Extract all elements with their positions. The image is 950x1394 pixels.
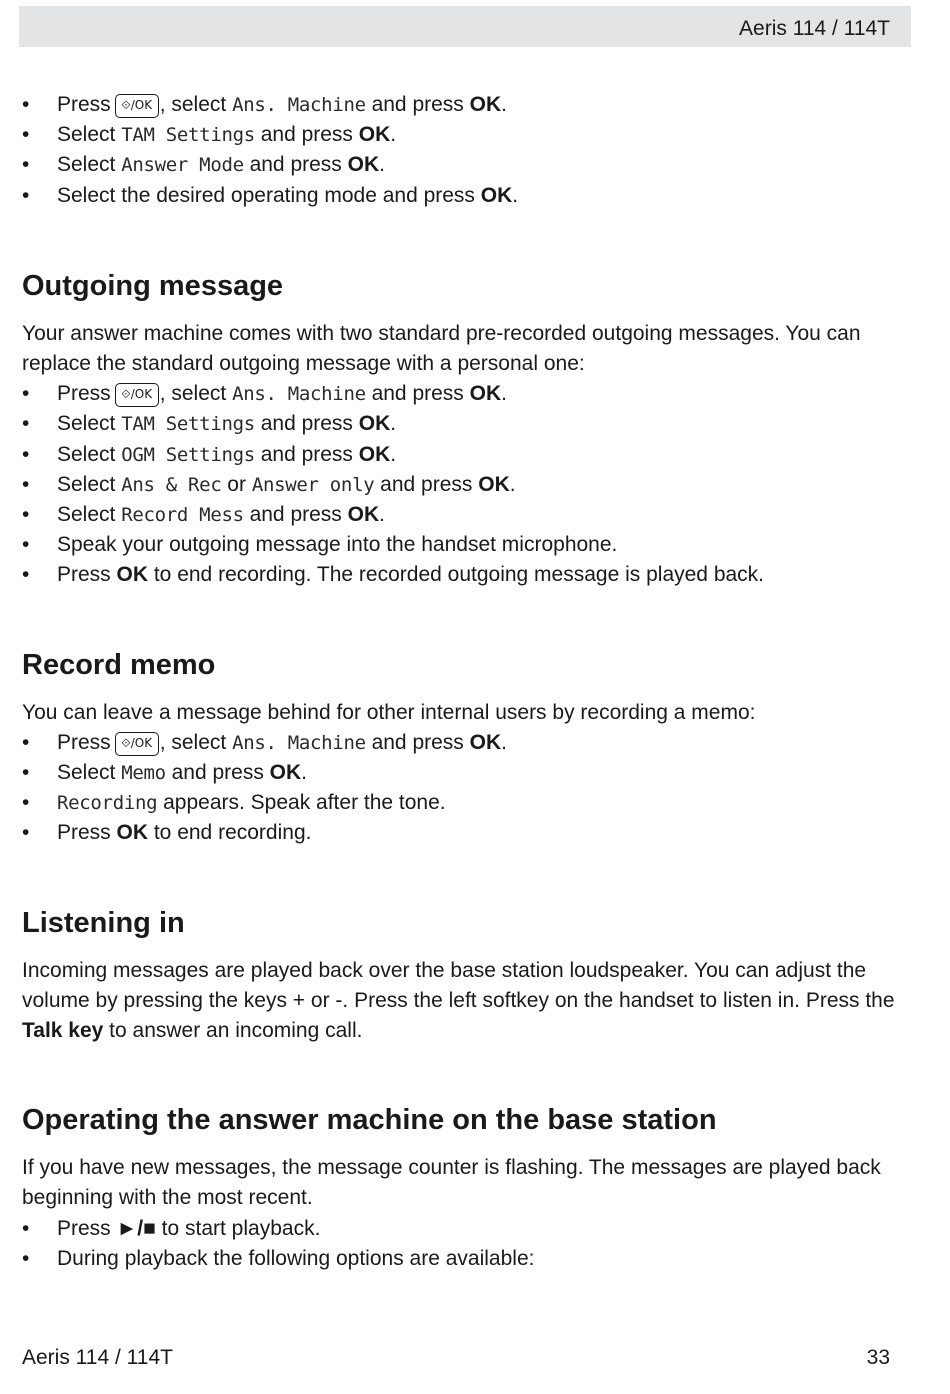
list-item: • Select Memo and press OK. <box>22 761 308 785</box>
lcd-text: OGM Settings <box>121 443 255 466</box>
menu-ok-key-icon: ⟐/OK <box>115 732 159 756</box>
memo-step-list <box>22 728 902 849</box>
lcd-text: TAM Settings <box>121 124 255 147</box>
footer-product: Aeris 114 / 114T <box>22 1346 173 1369</box>
lcd-text: Recording <box>57 792 158 815</box>
list-item: • Press ⟐/OK , select Ans. Machine and press OK. <box>22 730 507 754</box>
list-item: • Press ⟐/OK , select Ans. Machine and press OK. <box>22 382 507 406</box>
intro-step-list <box>22 90 902 211</box>
list-item: • Select TAM Settings and press OK. <box>22 412 397 436</box>
lcd-text: Memo <box>121 762 166 785</box>
memo-intro: You can leave a message behind for other internal users by recording a memo: <box>22 700 756 724</box>
section-heading-base-station: Operating the answer machine on the base station <box>22 1104 717 1137</box>
lcd-text: TAM Settings <box>121 413 255 436</box>
base-step-list <box>22 1214 902 1274</box>
page-content <box>22 90 902 1274</box>
list-item: • Select the desired operating mode and press OK. <box>22 183 519 207</box>
base-intro: If you have new messages, the message counter is flashing. The messages are played back beginning with the most recent. <box>22 1156 881 1210</box>
list-item: • Press OK to end recording. The recorded outgoing message is played back. <box>22 563 765 587</box>
lcd-text: Ans. Machine <box>232 383 366 406</box>
lcd-text: Record Mess <box>121 504 244 527</box>
outgoing-step-list <box>22 379 902 590</box>
menu-ok-key-icon: ⟐/OK <box>115 383 159 407</box>
list-item: • Recording appears. Speak after the tone. <box>22 791 446 815</box>
lcd-text: Ans & Rec <box>121 473 222 496</box>
section-heading-memo: Record memo <box>22 648 216 681</box>
lcd-text: Answer Mode <box>121 154 244 177</box>
outgoing-intro: Your answer machine comes with two standard pre-recorded outgoing messages. You can replace the standard outgoing message with a personal one: <box>22 321 861 376</box>
section-heading-outgoing: Outgoing message <box>22 269 284 302</box>
list-item: • Select Ans & Rec or Answer only and press OK. <box>22 472 516 496</box>
page-number: 33 <box>866 1346 890 1369</box>
list-item: • Select TAM Settings and press OK. <box>22 123 397 147</box>
play-stop-key-icon: ►/■ <box>116 1216 156 1240</box>
list-item: • Press OK to end recording. <box>22 821 312 845</box>
lcd-text: Ans. Machine <box>232 94 366 116</box>
list-item: • Select Record Mess and press OK. <box>22 503 385 527</box>
listening-text: Incoming messages are played back over the base station loudspeaker. You can adjust the volume by pressing the keys + or -. Press the left softkey on the handset to listen in. Press the Talk key to answer an incoming call. <box>22 958 895 1043</box>
list-item: • Speak your outgoing message into the handset microphone. <box>22 533 618 557</box>
list-item: • Press ►/■ to start playback. <box>22 1216 321 1240</box>
list-item: • Select Answer Mode and press OK. <box>22 153 385 177</box>
section-heading-listening: Listening in <box>22 906 185 939</box>
list-item: • During playback the following options are available: <box>22 1246 535 1270</box>
lcd-text: Ans. Machine <box>232 731 366 754</box>
header-bar <box>19 6 911 47</box>
header-title: Aeris 114 / 114T <box>739 17 890 40</box>
menu-ok-key-icon: ⟐/OK <box>115 94 159 118</box>
list-item: • Select OGM Settings and press OK. <box>22 442 397 466</box>
lcd-text: Answer only <box>251 473 375 496</box>
list-item: • Press ⟐/OK , select Ans. Machine and press OK. <box>22 93 507 116</box>
